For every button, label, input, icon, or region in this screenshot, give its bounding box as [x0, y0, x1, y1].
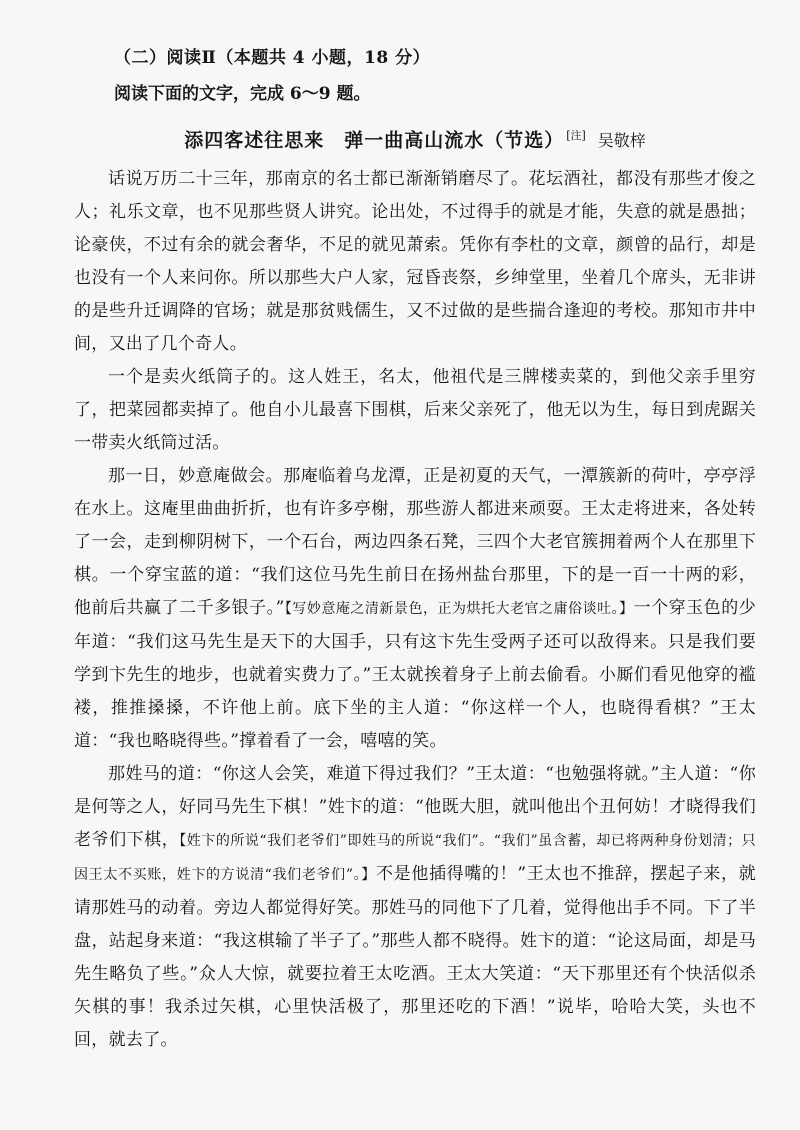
article-author: 吴敬梓 [597, 131, 646, 151]
paragraph-1: 话说万历二十三年，那南京的名士都已渐渐销磨尽了。花坛酒社，都没有那些才俊之人；礼乐文章，也不见那些贤人讲究。论出处，不过得手的就是才能，失意的就是愚拙；论豪侠，不过有余的就会奢华，不足的就见萧索。凭你有李杜的文章，颜曾的品行，却是也没有一个人来问你。所以那些大户人家，冠昏丧祭，乡绅堂里，坐着几个席头，无非讲的是些升迁调降的官场；就是那贫贱儒生，又不过做的是些揣合逢迎的考校。那知市井中间，又出了几个奇人。 [74, 169, 756, 355]
paragraph-4 [74, 758, 756, 1057]
paragraph-3 [74, 460, 756, 758]
article-title: 添四客述往思来 弹一曲高山流水（节选） [184, 129, 565, 152]
article-title-row [74, 116, 756, 161]
note-mark: [注] [566, 129, 586, 142]
paragraph-4-text-1: 那姓马的道：“你这人会笑，难道下得过我们？”王太道：“也勉强将就。”主人道：“你是何等之人，好同马先生下棋！”姓卞的道：“他既大胆，就叫他出个丑何妨！才晓得我们老爷们下棋， [74, 764, 756, 851]
annotation-bracket-1: 【写妙意庵之清新景色，正为烘托大老官之庸俗谈吐。】 [284, 601, 634, 618]
paragraph-4-text-2: 不是他插得嘴的！”王太也不推辞，摆起子来，就请那姓马的动着。旁边人都觉得好笑。那姓马的同他下了几着，觉得他出手不同。下了半盘，站起身来道：“我这棋输了半子了。”那些人都不晓得。姓卞的道：“论这局面，却是马先生略负了些。”众人大惊，就要拉着王太吃酒。王太大笑道：“天下那里还有个快活似杀矢棋的事！我杀过矢棋，心里快活极了，那里还吃的下酒！”说毕，哈哈大笑，头也不回，就去了。 [74, 864, 756, 1051]
paragraph-2: 一个是卖火纸筒子的。这人姓王，名太，他祖代是三牌楼卖菜的，到他父亲手里穷了，把菜园都卖掉了。他自小儿最喜下围棋，后来父亲死了，他无以为生，每日到虎踞关一带卖火纸筒过活。 [74, 367, 756, 454]
annotation-bracket-2: 【姓卞的所说“我们老爷们”即姓马的所说“我们”。“我们”虽含蓄，却已将两种身份划清；只因王太不买账，姓卞的方说清“我们老爷们”。】 [74, 833, 756, 884]
paragraph-3-text-2: 一个穿玉色的少年道：“我们这马先生是天下的大国手，只有这卞先生受两子还可以敌得来。只是我们要学到卞先生的地步，也就着实费力了。”王太就挨着身子上前去偷看。小厮们看见他穿的褴褛，推推搡搡，不许他上前。底下坐的主人道：“你这样一个人，也晓得看棋？”王太道：“我也略晓得些。”撑着看了一会，嘻嘻的笑。 [74, 598, 757, 752]
reading-instruction: 阅读下面的文字，完成 6～9 题。 [114, 84, 371, 104]
paragraph-3-text-1: 那一日，妙意庵做会。那庵临着乌龙潭，正是初夏的天气，一潭簇新的荷叶，亭亭浮在水上。这庵里曲曲折折，也有许多亭榭，那些游人都进来顽耍。王太走将进来，各处转了一会，走到柳阴树下，一个石台，两边四条石凳，三四个大老官簇拥着两个人在那里下棋。一个穿宝蓝的道：“我们这位马先生前日在扬州盐台那里，下的是一百一十两的彩，他前后共赢了二千多银子。” [74, 466, 756, 619]
section-header: （二）阅读Ⅱ（本题共 4 小题，18 分） [114, 48, 431, 68]
